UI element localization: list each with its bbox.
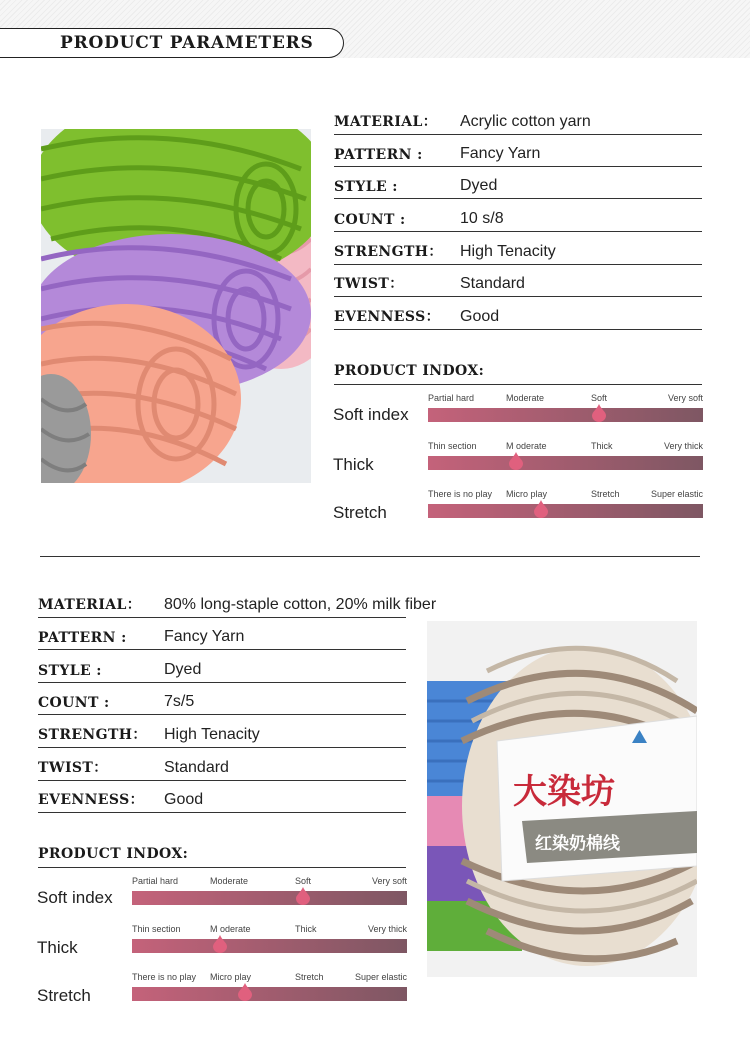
scale-label: M oderate bbox=[210, 924, 251, 934]
scale-label: Thick bbox=[591, 441, 613, 451]
scale-labels-stretch bbox=[132, 972, 407, 984]
param-row-twist bbox=[334, 267, 702, 297]
scale-label: There is no play bbox=[132, 972, 197, 982]
param-row-count bbox=[38, 685, 406, 715]
param-key: MATERIAL： bbox=[38, 597, 142, 613]
striped-yarn-ball-photo bbox=[427, 621, 697, 977]
param-row-pattern bbox=[334, 137, 702, 167]
param-value: Good bbox=[164, 791, 204, 808]
index-scale-bar bbox=[132, 939, 407, 953]
scale-label: Micro play bbox=[506, 489, 548, 499]
scale-label: Super elastic bbox=[354, 972, 407, 982]
scale-label: Moderate bbox=[506, 393, 545, 403]
param-key: MATERIAL： bbox=[334, 114, 438, 130]
section-divider bbox=[40, 556, 700, 557]
param-key: PATTERN : bbox=[334, 147, 423, 163]
product-index-title: PRODUCT INDOX: bbox=[334, 363, 702, 385]
param-value: High Tenacity bbox=[460, 243, 556, 260]
index-label-soft: Soft index bbox=[37, 888, 113, 907]
scale-label: Soft bbox=[591, 393, 608, 403]
param-row-strength bbox=[334, 235, 702, 265]
scale-bar-fill bbox=[428, 504, 703, 518]
param-value: Dyed bbox=[164, 661, 202, 678]
label-product-text: 红染奶棉线 bbox=[535, 834, 620, 854]
product-index-title: PRODUCT INDOX: bbox=[38, 846, 406, 868]
level-marker-icon bbox=[296, 887, 310, 905]
param-key: COUNT : bbox=[334, 212, 406, 228]
index-scale-bar bbox=[132, 891, 407, 905]
level-marker-icon bbox=[509, 452, 523, 470]
param-row-material bbox=[38, 588, 437, 618]
scale-label: Thick bbox=[295, 924, 317, 934]
index-label-stretch: Stretch bbox=[37, 986, 91, 1005]
param-value: Fancy Yarn bbox=[460, 145, 541, 162]
index-label-thick: Thick bbox=[37, 938, 78, 957]
scale-label: Super elastic bbox=[650, 489, 703, 499]
index-label-stretch: Stretch bbox=[333, 503, 387, 522]
param-value: 10 s/8 bbox=[460, 210, 504, 227]
page-title: PRODUCT PARAMETERS bbox=[60, 33, 314, 53]
param-row-evenness bbox=[38, 783, 406, 813]
scale-labels-soft bbox=[428, 393, 703, 405]
param-value: Standard bbox=[164, 759, 229, 776]
param-key: TWIST： bbox=[334, 276, 404, 292]
param-key: STYLE : bbox=[38, 663, 102, 679]
scale-label: Soft bbox=[295, 876, 312, 886]
param-value: 7s/5 bbox=[164, 693, 195, 710]
param-row-twist bbox=[38, 751, 406, 781]
param-row-evenness bbox=[334, 300, 702, 330]
index-scale-bar bbox=[132, 987, 407, 1001]
level-marker-icon bbox=[534, 500, 548, 518]
param-value: Good bbox=[460, 308, 500, 325]
scale-bar-fill bbox=[428, 456, 703, 470]
param-key: STYLE : bbox=[334, 179, 398, 195]
scale-label: Very thick bbox=[663, 441, 703, 451]
scale-label: Partial hard bbox=[132, 876, 179, 886]
scale-bar-fill bbox=[132, 987, 407, 1001]
index-scale-bar bbox=[428, 456, 703, 470]
scale-label: Very soft bbox=[371, 876, 407, 886]
param-value: High Tenacity bbox=[164, 726, 260, 743]
param-row-strength bbox=[38, 718, 406, 748]
index-label-thick: Thick bbox=[333, 455, 374, 474]
yarn-balls-photo bbox=[41, 129, 311, 483]
index-scale-bar bbox=[428, 504, 703, 518]
scale-label: M oderate bbox=[506, 441, 547, 451]
level-marker-icon bbox=[592, 404, 606, 422]
param-row-style bbox=[38, 653, 406, 683]
param-key: EVENNESS： bbox=[334, 309, 440, 325]
scale-label: There is no play bbox=[428, 489, 493, 499]
param-value: 80% long-staple cotton, 20% milk fiber bbox=[164, 596, 437, 613]
label-brand-text: 大染坊 bbox=[513, 772, 615, 812]
index-label-soft: Soft index bbox=[333, 405, 409, 424]
scale-labels-thick bbox=[428, 441, 703, 453]
param-value: Standard bbox=[460, 275, 525, 292]
scale-label: Very soft bbox=[667, 393, 703, 403]
scale-label: Thin section bbox=[132, 924, 181, 934]
scale-label: Thin section bbox=[428, 441, 477, 451]
param-key: TWIST： bbox=[38, 760, 108, 776]
scale-labels-thick bbox=[132, 924, 407, 936]
param-row-style bbox=[334, 169, 702, 199]
scale-label: Moderate bbox=[210, 876, 249, 886]
level-marker-icon bbox=[238, 983, 252, 1001]
level-marker-icon bbox=[213, 935, 227, 953]
scale-bar-fill bbox=[428, 408, 703, 422]
scale-label: Very thick bbox=[367, 924, 407, 934]
param-row-count bbox=[334, 202, 702, 232]
scale-label: Stretch bbox=[295, 972, 324, 982]
param-key: COUNT : bbox=[38, 695, 110, 711]
index-scale-bar bbox=[428, 408, 703, 422]
param-key: STRENGTH： bbox=[334, 244, 443, 260]
scale-label: Partial hard bbox=[428, 393, 475, 403]
scale-bar-fill bbox=[132, 891, 407, 905]
param-key: PATTERN : bbox=[38, 630, 127, 646]
param-row-pattern bbox=[38, 620, 406, 650]
param-value: Acrylic cotton yarn bbox=[460, 113, 591, 130]
param-value: Dyed bbox=[460, 177, 498, 194]
param-key: EVENNESS： bbox=[38, 792, 144, 808]
scale-labels-soft bbox=[132, 876, 407, 888]
scale-labels-stretch bbox=[428, 489, 703, 501]
param-key: STRENGTH： bbox=[38, 727, 147, 743]
scale-label: Stretch bbox=[591, 489, 620, 499]
param-row-material bbox=[334, 105, 702, 135]
scale-bar-fill bbox=[132, 939, 407, 953]
scale-label: Micro play bbox=[210, 972, 252, 982]
param-value: Fancy Yarn bbox=[164, 628, 245, 645]
